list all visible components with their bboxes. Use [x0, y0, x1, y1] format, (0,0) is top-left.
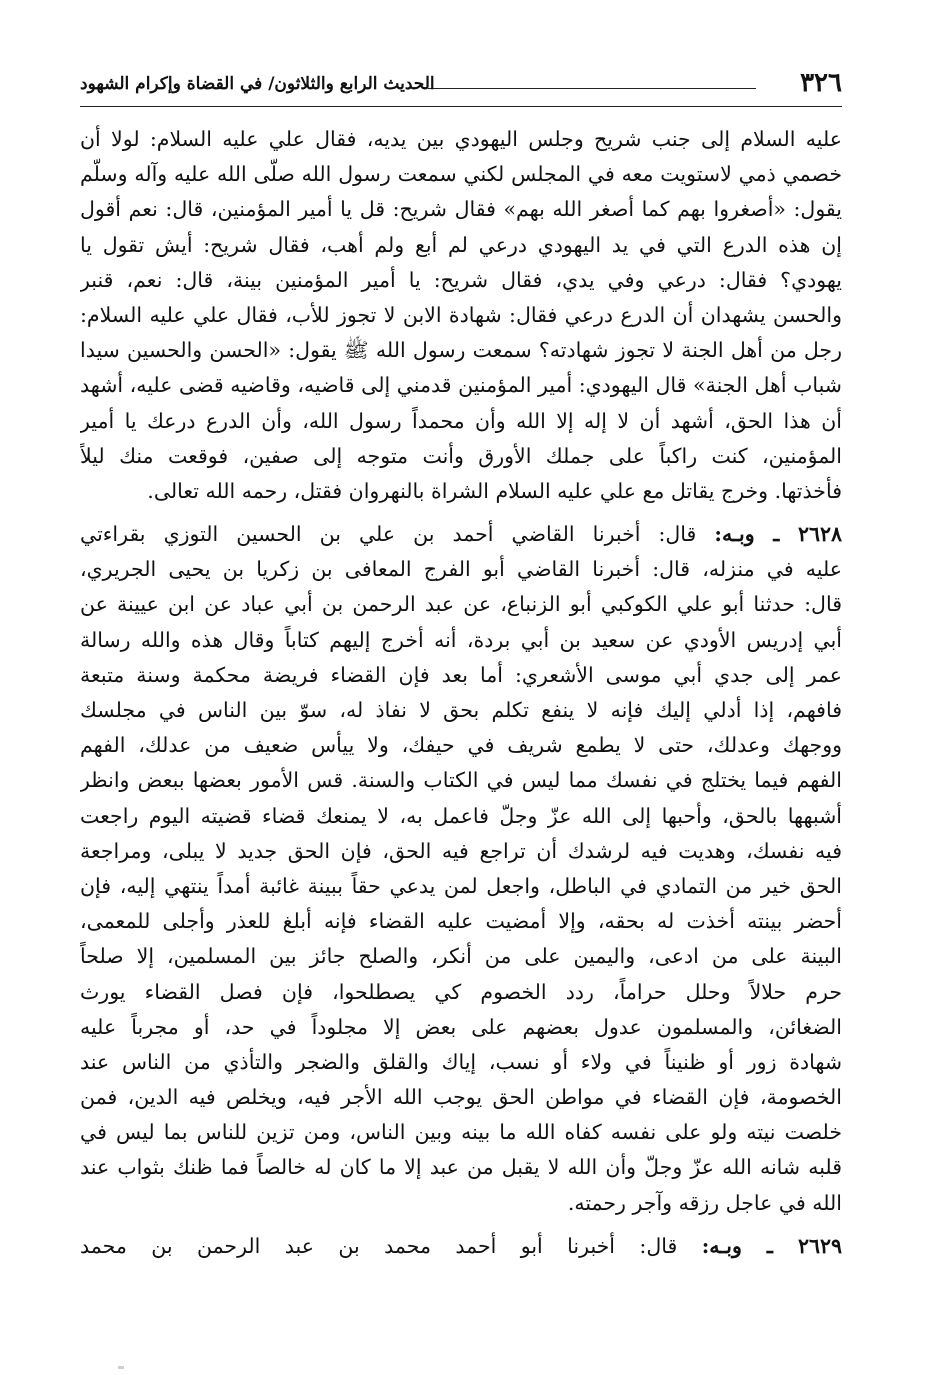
text-line: البينة على من ادعى، واليمين على من أنكر، والصلح جائز بين المسلمين، إلا صلحاً: [80, 944, 842, 969]
text-line: خصمي ذمي لاستويت معه في المجلس لكني سمعت رسول الله صلّى الله عليه وآله وسلّم: [80, 162, 842, 187]
body-text: [80, 122, 842, 1264]
text-line: والحسن يشهدان أن الدرع درعي فقال: شهادة الابن لا تجوز للأب، فقال علي عليه السلام:: [80, 302, 842, 327]
text-line: حرم حلالاً وحلل حراماً، ردد الخصوم كي يصطلحوا، فإن فصل القضاء يورث: [80, 979, 842, 1004]
text-line: المؤمنين، كنت راكباً على جملك الأورق وأنت متوجه إلى صفين، فوقعت منك ليلاً: [80, 443, 842, 468]
text-run: قال: أخبرنا القاضي أحمد بن علي بن الحسين التوزي بقراءتي: [80, 522, 715, 547]
header-rule: [428, 88, 756, 89]
text-line: شهادة زور أو ظنيناً في ولاء أو نسب، إياك والقلق والضجر والتأذي من الناس عند: [80, 1049, 842, 1074]
text-line: أحضر بينته أخذت له بحقه، وإلا أمضيت عليه القضاء فإنه أبلغ للعذر وأجلى للمعمى،: [80, 909, 842, 934]
text-line: الحق خير من التمادي في الباطل، واجعل لمن يدعي حقاً ببينة غائبة أمداً ينتهي إليه، فإن: [80, 873, 842, 898]
text-line: خلصت نيته ولو على نفسه كفاه الله ما بينه وبين الناس، ومن تزين للناس بما ليس في: [80, 1120, 842, 1145]
hadith-number: ٢٦٢٨ ـ وبـه:: [714, 522, 842, 547]
text-line: فأخذتها. وخرج يقاتل مع علي عليه السلام الشراة بالنهروان فقتل، رحمه الله تعالى.: [147, 478, 842, 503]
page-number: ٣٢٦: [800, 68, 842, 98]
text-line: شباب أهل الجنة» قال اليهودي: أمير المؤمنين قدمني إلى قاضيه، وقاضيه قضى عليه، أشهد: [80, 373, 842, 398]
paragraph: [80, 1229, 842, 1264]
text-line: قلبه شانه الله عزّ وجلّ وأن الله لا يقبل من عبد إلا ما كان له خالصاً فما ظنك بثواب عند: [80, 1155, 842, 1180]
text-line: ووجهك وعدلك، حتى لا يطمع شريف في حيفك، ولا ييأس ضعيف من عدلك، الفهم: [80, 733, 842, 758]
text-line: الفهم فيما يختلج في نفسك مما ليس في الكتاب والسنة. قس الأمور بعضها ببعض وانظر: [80, 768, 842, 793]
text-line: قال: حدثنا أبو علي الكوكبي أبو الزنباع، عن عبد الرحمن بن أبي عباد عن ابن عيينة عن: [80, 592, 842, 617]
text-line: [80, 1229, 842, 1264]
text-line: الضغائن، والمسلمون عدول بعضهم على بعض إلا مجلوداً في حد، أو مجرباً عليه: [80, 1014, 842, 1039]
text-line: عليه في منزله، قال: أخبرنا القاضي أبو الفرج المعافى بن زكريا بن يحيى الجريري،: [80, 557, 842, 582]
text-line: يهودي؟ فقال: درعي وفي يدي، فقال شريح: يا أمير المؤمنين بينة، قال: نعم، قنبر: [80, 267, 842, 292]
text-line: فافهم، إذا أدلي إليك فإنه لا ينفع تكلم بحق لا نفاذ له، سوّ بين الناس في مجلسك: [80, 698, 842, 722]
text-line: إن هذه الدرع التي في يد اليهودي درعي لم أبع ولم أهب، فقال شريح: أيش تقول يا: [80, 232, 842, 257]
hadith-number: ٢٦٢٩ ـ وبـه:: [701, 1233, 842, 1258]
text-line: [80, 517, 842, 552]
text-line: الخصومة، فإن القضاء في مواطن الحق يوجب الله الأجر فيه، ويخلص فيه الدين، فمن: [80, 1085, 842, 1110]
text-line: عليه السلام إلى جنب شريح وجلس اليهودي بين يديه، فقال علي عليه السلام: لولا أن: [80, 127, 842, 151]
text-line: رجل من أهل الجنة لا تجوز شهادته؟ سمعت رسول الله ﷺ يقول: «الحسن والحسين سيدا: [80, 338, 842, 363]
paragraph-gap: [80, 509, 842, 517]
text-line: أشبهها بالحق، وأحبها إلى الله عزّ وجلّ فاعمل به، لا يمنعك قضاء قضيته اليوم راجعت: [80, 803, 842, 828]
text-line: عمر إلى جدي أبي موسى الأشعري: أما بعد فإن القضاء فريضة محكمة وسنة متبعة: [80, 662, 842, 687]
text-line: أن هذا الحق، أشهد أن لا إله إلا الله وأن محمداً رسول الله، وأن الدرع درعك يا أمير: [80, 408, 842, 433]
text-line: أبي إدريس الأودي عن سعيد بن أبي بردة، أنه أخرج إليهم كتاباً وقال هذه والله رسالة: [80, 627, 842, 652]
paragraph: [80, 122, 842, 509]
page-header: [80, 66, 842, 107]
text-line: يقول: «أصغروا بهم كما أصغر الله بهم» فقال شريح: قل يا أمير المؤمنين، قال: نعم أقول: [80, 197, 842, 222]
running-title: الحديث الرابع والثلاثون/ في القضاة وإكرام الشهود: [80, 74, 435, 94]
text-line: الله في عاجل رزقه وآجر رحمته.: [567, 1190, 842, 1215]
scan-mark: [118, 1366, 124, 1369]
text-run: قال: أخبرنا أبو أحمد محمد بن عبد الرحمن بن محمد: [80, 1233, 702, 1258]
paragraph: [80, 517, 842, 1221]
paragraph-gap: [80, 1221, 842, 1229]
text-line: فيه نفسك، وهديت فيه لرشدك أن تراجع فيه الحق، فإن الحق جديد لا يبلى، ومراجعة: [80, 838, 842, 863]
